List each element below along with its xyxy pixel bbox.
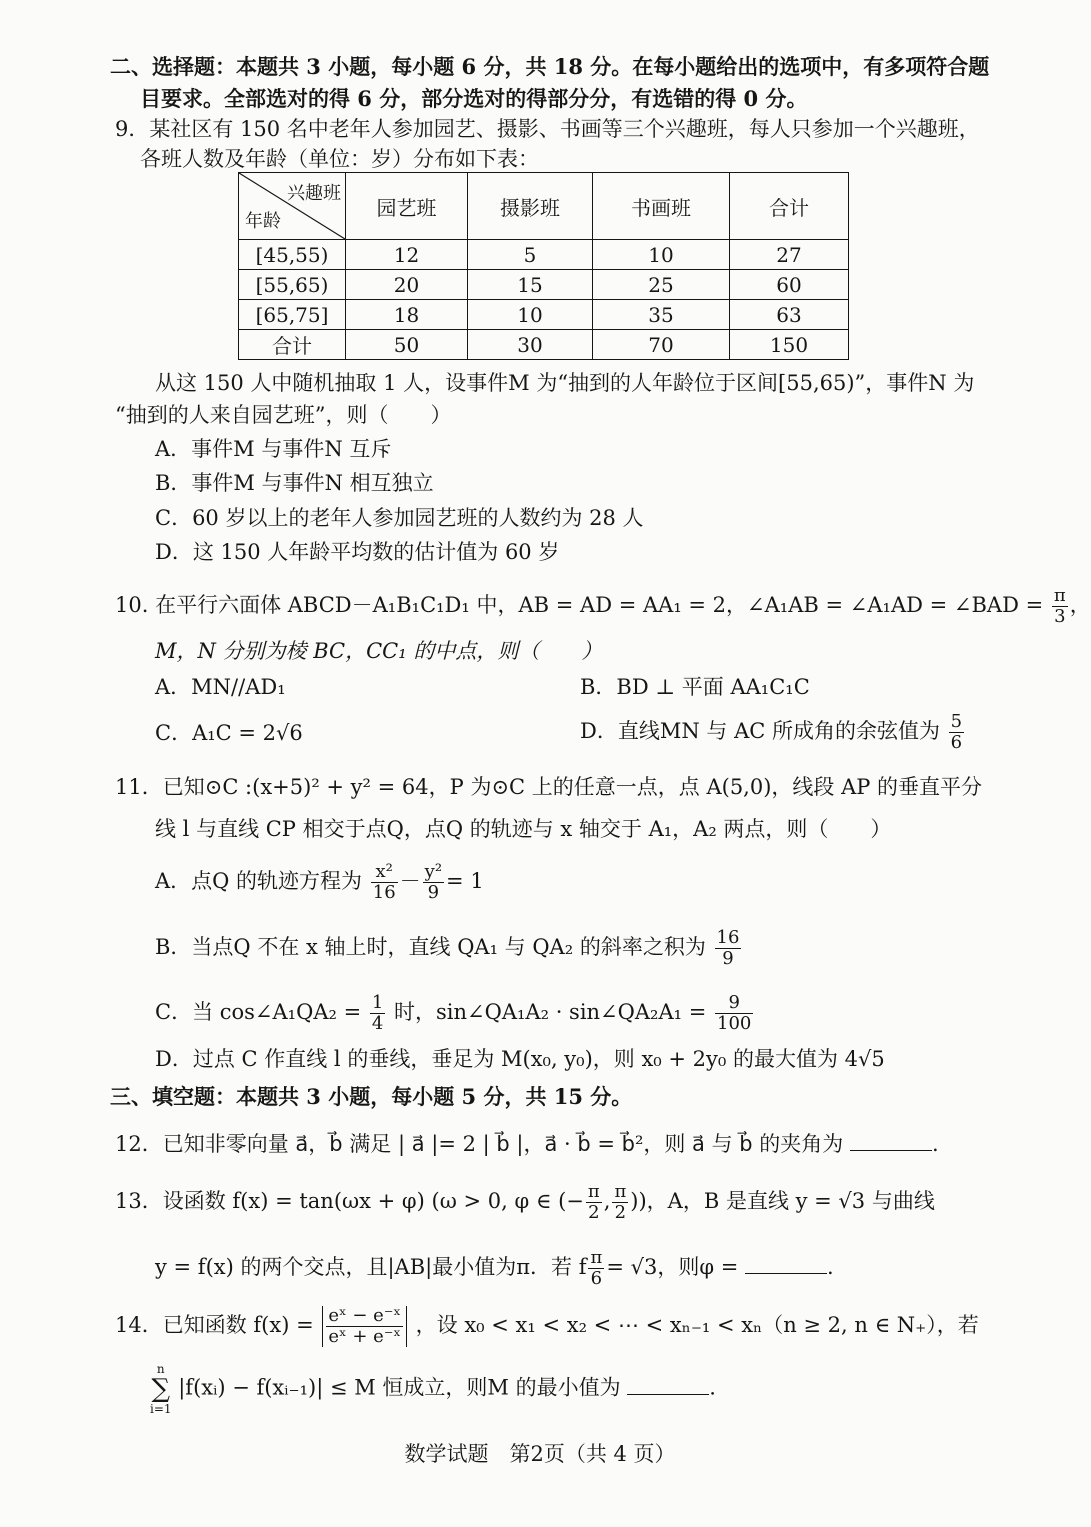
row-label: [55,65)	[239, 270, 346, 300]
corner-top-label: 兴趣班	[287, 183, 341, 204]
q13-comma: ,	[603, 1189, 611, 1213]
q13-line1-paren: (ω > 0, φ ∈ (−	[431, 1189, 584, 1213]
q10-line1-text: 10. 在平行六面体 ABCD－A₁B₁C₁D₁ 中，AB = AD = AA₁ = 2，∠A₁AB = ∠A₁AD = ∠BAD =	[115, 593, 1044, 617]
sum-upper-limit: n	[156, 1362, 165, 1376]
table-header-cell: 摄影班	[468, 173, 593, 240]
fraction-denominator: 6	[590, 1268, 603, 1289]
fraction-denominator: 2	[588, 1202, 600, 1223]
fraction-numerator: y²	[424, 861, 443, 882]
q9-stem-line1: 从这 150 人中随机抽取 1 人，设事件M 为“抽到的人年龄位于区间[55,65)”，事件N 为	[155, 371, 975, 395]
q10-line1-end: ，	[1069, 593, 1091, 617]
q11-option-a-fraction-y	[423, 862, 444, 903]
q9-option-d: D．这 150 人年龄平均数的估计值为 60 岁	[155, 540, 560, 564]
row-label: [65,75]	[239, 300, 346, 330]
table-row	[239, 300, 849, 330]
q10-option-d-text: D．直线MN 与 AC 所成角的余弦值为	[580, 719, 940, 743]
q11-option-c	[155, 993, 755, 1034]
q10-option-d-fraction	[949, 712, 964, 753]
fraction-numerator: 5	[950, 711, 963, 732]
q10-option-c: C．A₁C = 2√6	[155, 721, 303, 745]
fraction-numerator: x²	[371, 862, 398, 883]
answer-blank[interactable]	[850, 1128, 932, 1151]
table-cell: 60	[730, 270, 849, 300]
table-header-cell: 合计	[730, 173, 849, 240]
q11-option-a-fraction-x	[371, 862, 398, 903]
table-cell: 15	[468, 270, 593, 300]
table-cell: 10	[468, 300, 593, 330]
answer-blank[interactable]	[627, 1372, 709, 1395]
table-cell: 12	[346, 240, 468, 270]
fraction-numerator: π	[590, 1247, 603, 1268]
fraction-numerator: π	[1053, 585, 1066, 606]
q13-line1	[115, 1182, 935, 1223]
q9-option-c: C．60 岁以上的老年人参加园艺班的人数约为 28 人	[155, 506, 644, 530]
table-cell: 27	[730, 240, 849, 270]
table-cell: 25	[593, 270, 730, 300]
table-cell: 150	[730, 330, 849, 360]
q14-end: .	[709, 1375, 716, 1400]
q12-text: 12．已知非零向量 a⃗，b⃗ 满足 | a⃗ |= 2 | b⃗ |，a⃗ · b⃗ = b⃗²，则 a⃗ 与 b⃗ 的夹角为	[115, 1132, 844, 1156]
table-cell: 30	[468, 330, 593, 360]
q14-line1-pre: 14．已知函数 f(x) =	[115, 1313, 314, 1337]
table-header-cell: 书画班	[593, 173, 730, 240]
corner-bottom-label: 年龄	[245, 211, 281, 232]
row-label: [45,55)	[239, 240, 346, 270]
q11-line1: 11．已知⊙C :(x+5)² + y² = 64，P 为⊙C 上的任意一点，点 A(5,0)，线段 AP 的垂直平分	[115, 775, 983, 799]
row-label: 合计	[239, 330, 346, 360]
q10-option-a: A．MN//AD₁	[155, 675, 286, 699]
fraction-denominator: 9	[427, 882, 440, 903]
q11-option-c-middle: 时，sin∠QA₁A₂ · sin∠QA₂A₁ =	[394, 1000, 707, 1024]
q10-fraction	[1052, 586, 1068, 627]
table-row	[239, 330, 849, 360]
table-cell: 20	[346, 270, 468, 300]
q13-close: ))	[630, 1189, 647, 1213]
q11-option-c-text: C．当 cos∠A₁QA₂ =	[155, 1000, 362, 1024]
q14-line1	[115, 1306, 979, 1347]
q11-option-b	[155, 928, 743, 969]
q10-option-d	[580, 712, 966, 753]
table-cell: 50	[346, 330, 468, 360]
age-distribution-table	[238, 172, 849, 360]
q9-line2: 各班人数及年龄（单位：岁）分布如下表：	[140, 147, 539, 171]
fraction-denominator: 3	[1054, 606, 1066, 627]
q13-end: .	[827, 1255, 834, 1279]
q11-option-a	[155, 862, 484, 903]
q10-line2: M，N 分别为棱 BC，CC₁ 的中点，则（ ）	[155, 639, 603, 663]
q11-option-b-fraction	[715, 928, 742, 969]
q14-line2-text: |f(xᵢ) − f(xᵢ₋₁)| ≤ M 恒成立，则M 的最小值为	[178, 1375, 621, 1400]
fraction-denominator: 9	[722, 948, 734, 969]
q11-option-c-fraction-2	[715, 993, 753, 1034]
q13-line2	[155, 1248, 834, 1289]
fraction-numerator: 9	[715, 993, 753, 1014]
q14-line1-post: ，设 x₀ < x₁ < x₂ < ⋯ < xₙ₋₁ < xₙ（n ≥ 2, n ∈ N₊），若	[415, 1313, 979, 1337]
fraction-denominator: 6	[950, 732, 963, 753]
q13-fraction-1	[586, 1182, 602, 1223]
fraction-numerator: π	[587, 1181, 600, 1202]
answer-blank[interactable]	[745, 1251, 827, 1274]
fraction-denominator: eˣ + e⁻ˣ	[328, 1326, 401, 1347]
table-cell: 10	[593, 240, 730, 270]
fraction-denominator: 100	[717, 1013, 752, 1034]
page-footer: 数学试题 第2页（共 4 页）	[404, 1442, 676, 1466]
q12-end: .	[931, 1132, 939, 1156]
q13-fraction-2	[612, 1182, 628, 1223]
table-row	[239, 240, 849, 270]
table-row	[239, 270, 849, 300]
q9-stem-line2: “抽到的人来自园艺班”，则（ ）	[115, 403, 452, 427]
fraction-denominator: 2	[614, 1202, 627, 1223]
q10-line1	[115, 586, 1091, 627]
q11-option-b-text: B．当点Q 不在 x 轴上时，直线 QA₁ 与 QA₂ 的斜率之积为	[155, 935, 706, 959]
q13-fraction-3	[588, 1248, 604, 1289]
summation	[150, 1362, 172, 1416]
sum-sigma-icon: ∑	[151, 1374, 171, 1404]
table-cell: 35	[593, 300, 730, 330]
sum-lower-limit: i=1	[150, 1402, 172, 1416]
q14-line2	[150, 1362, 716, 1416]
table-header-row	[239, 173, 849, 240]
q12-line	[115, 1128, 939, 1159]
section2-line2: 目要求。全部选对的得 6 分，部分选对的得部分分，有选错的得 0 分。	[140, 86, 808, 111]
table-cell: 18	[346, 300, 468, 330]
section2-line1: 二、选择题：本题共 3 小题，每小题 6 分，共 18 分。在每小题给出的选项中，有多项符合题	[110, 54, 990, 79]
table-corner-cell	[239, 173, 346, 240]
q10-option-b: B．BD ⊥ 平面 AA₁C₁C	[580, 675, 810, 699]
q11-option-d: D．过点 C 作直线 l 的垂线，垂足为 M(x₀, y₀)，则 x₀ + 2y₀ 的最大值为 4√5	[155, 1047, 885, 1071]
q9-option-a: A．事件M 与事件N 互斥	[155, 437, 392, 461]
q11-option-a-equals: = 1	[446, 869, 484, 893]
q13-line1-pre: 13．设函数 f(x) = tan(ωx + φ)	[115, 1189, 425, 1213]
q9-option-b: B．事件M 与事件N 相互独立	[155, 471, 434, 495]
q14-abs-fraction	[322, 1306, 407, 1347]
q13-line2-post: = √3，则φ =	[606, 1255, 739, 1279]
fraction-denominator: 4	[371, 1013, 384, 1034]
fraction-numerator: 1	[371, 992, 384, 1013]
q9-line1: 9．某社区有 150 名中老年人参加园艺、摄影、书画等三个兴趣班，每人只参加一个兴趣班，	[115, 117, 980, 141]
q11-option-a-text: A．点Q 的轨迹方程为	[155, 869, 363, 893]
q11-line2: 线 l 与直线 CP 相交于点Q，点Q 的轨迹与 x 轴交于 A₁，A₂ 两点，则（ ）	[155, 817, 892, 841]
table-header-cell: 园艺班	[346, 173, 468, 240]
table-cell: 5	[468, 240, 593, 270]
q11-option-a-minus: －	[399, 869, 421, 893]
q13-line1-post: ，A，B 是直线 y = √3 与曲线	[646, 1189, 935, 1213]
table-cell: 63	[730, 300, 849, 330]
table-cell: 70	[593, 330, 730, 360]
q11-option-c-fraction-1	[370, 993, 385, 1034]
q13-line2-pre: y = f(x) 的两个交点，且|AB|最小值为π．若 f	[155, 1255, 587, 1279]
fraction-numerator: π	[614, 1181, 627, 1202]
fraction-numerator: eˣ − e⁻ˣ	[328, 1305, 401, 1326]
section3-line1: 三、填空题：本题共 3 小题，每小题 5 分，共 15 分。	[110, 1084, 633, 1109]
fraction-denominator: 16	[372, 882, 396, 903]
fraction-numerator: 16	[716, 927, 740, 948]
